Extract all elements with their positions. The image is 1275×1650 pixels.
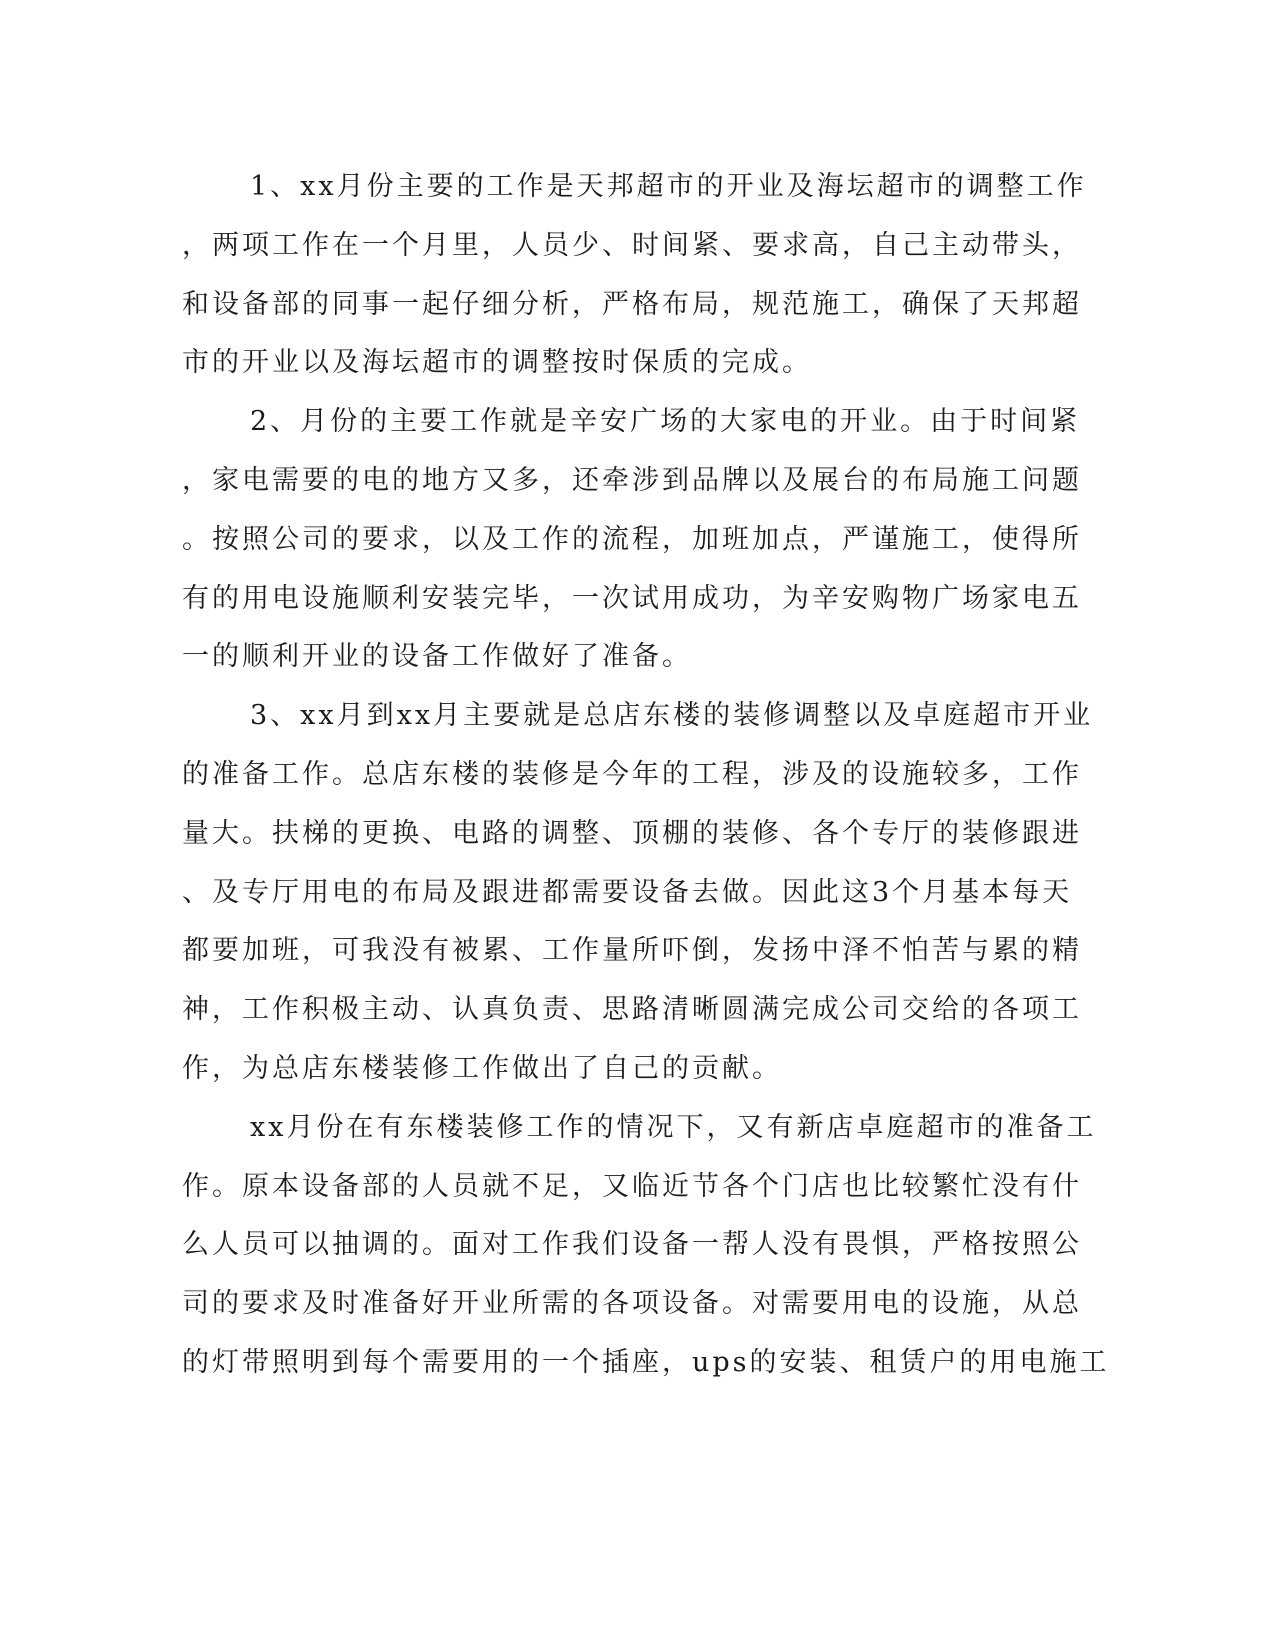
text-line: 。按照公司的要求，以及工作的流程，加班加点，严谨施工，使得所 bbox=[182, 523, 1082, 555]
text-line: 有的用电设施顺利安装完毕，一次试用成功，为辛安购物广场家电五 bbox=[182, 582, 1082, 614]
document-body bbox=[182, 158, 1110, 1393]
text-line: 作。原本设备部的人员就不足，又临近节各个门店也比较繁忙没有什 bbox=[182, 1170, 1082, 1202]
text-line: xx月份在有东楼装修工作的情况下，又有新店卓庭超市的准备工 bbox=[250, 1111, 1097, 1143]
text-line: 的准备工作。总店东楼的装修是今年的工程，涉及的设施较多，工作 bbox=[182, 758, 1082, 790]
text-line: 市的开业以及海坛超市的调整按时保质的完成。 bbox=[182, 347, 812, 379]
text-line: 和设备部的同事一起仔细分析，严格布局，规范施工，确保了天邦超 bbox=[182, 288, 1082, 320]
text-line: 司的要求及时准备好开业所需的各项设备。对需要用电的设施，从总 bbox=[182, 1288, 1082, 1320]
text-line: 作，为总店东楼装修工作做出了自己的贡献。 bbox=[182, 1052, 782, 1084]
text-line: 么人员可以抽调的。面对工作我们设备一帮人没有畏惧，严格按照公 bbox=[182, 1229, 1082, 1261]
paragraph-4 bbox=[182, 1099, 1110, 1393]
text-line: ，家电需要的电的地方又多，还牵涉到品牌以及展台的布局施工问题 bbox=[182, 464, 1082, 496]
text-line: 2、月份的主要工作就是辛安广场的大家电的开业。由于时间紧 bbox=[250, 406, 1081, 438]
text-line: 的灯带照明到每个需要用的一个插座，ups的安装、租赁户的用电施工 bbox=[182, 1346, 1110, 1378]
text-line: 一的顺利开业的设备工作做好了准备。 bbox=[182, 641, 692, 673]
paragraph-1 bbox=[182, 158, 1087, 393]
text-line: 神，工作积极主动、认真负责、思路清晰圆满完成公司交给的各项工 bbox=[182, 994, 1082, 1026]
paragraph-3 bbox=[182, 687, 1094, 1099]
text-line: ，两项工作在一个月里，人员少、时间紧、要求高，自己主动带头， bbox=[182, 229, 1082, 261]
text-line: 、及专厅用电的布局及跟进都需要设备去做。因此这3个月基本每天 bbox=[182, 876, 1073, 908]
text-line: 3、xx月到xx月主要就是总店东楼的装修调整以及卓庭超市开业 bbox=[250, 700, 1094, 732]
text-line: 量大。扶梯的更换、电路的调整、顶棚的装修、各个专厅的装修跟进 bbox=[182, 817, 1082, 849]
text-line: 1、xx月份主要的工作是天邦超市的开业及海坛超市的调整工作 bbox=[250, 171, 1087, 202]
text-line: 都要加班，可我没有被累、工作量所吓倒，发扬中泽不怕苦与累的精 bbox=[182, 935, 1082, 967]
paragraph-2 bbox=[182, 393, 1082, 687]
